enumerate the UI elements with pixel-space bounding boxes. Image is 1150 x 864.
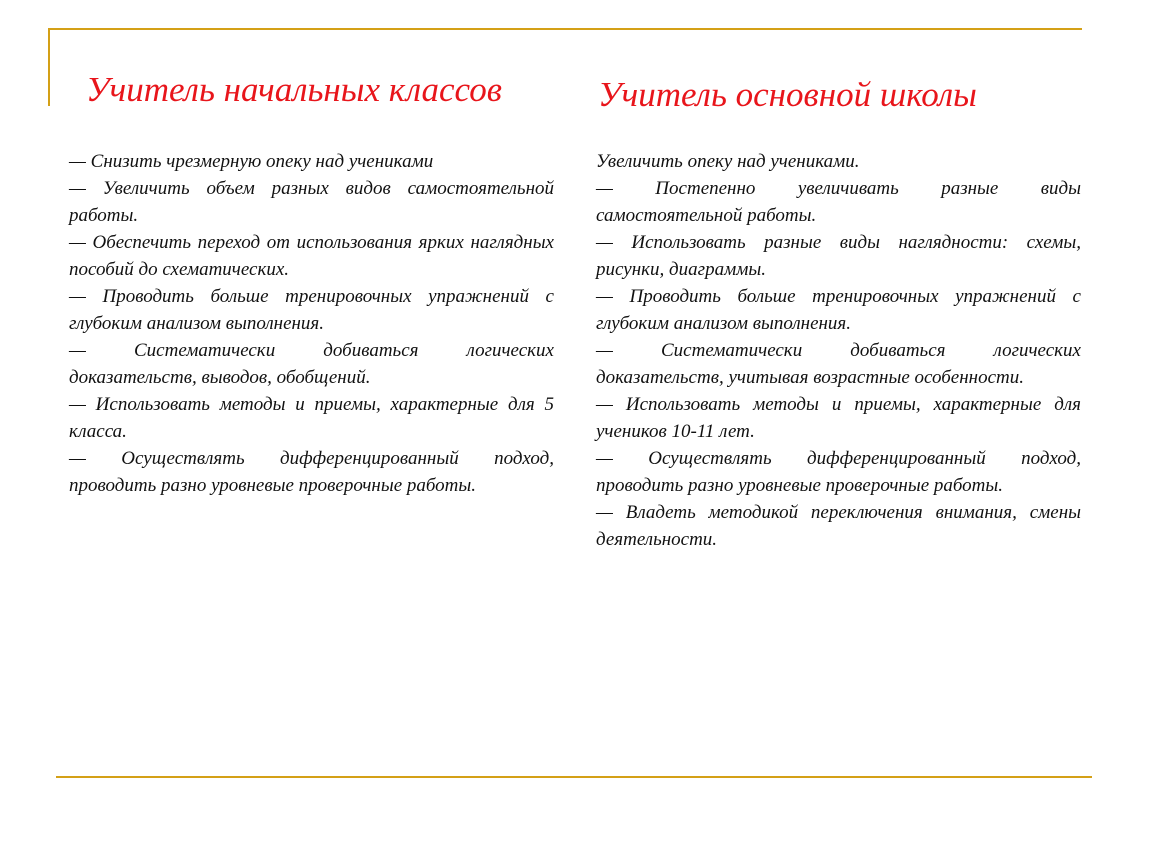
list-item: — Осуществлять дифференцированный подход, проводить разно уровневые проверочные работы. [69, 448, 554, 496]
right-column-title: Учитель основной школы [598, 75, 977, 114]
list-item: — Проводить больше тренировочных упражнений с глубоким анализом выполнения. [69, 286, 554, 334]
list-item: — Постепенно увеличивать разные виды самостоятельной работы. [596, 178, 1081, 226]
right-column-list [596, 148, 1081, 553]
frame-bottom-line [56, 776, 1092, 778]
list-item: — Использовать методы и приемы, характерные для 5 класса. [69, 394, 554, 442]
list-item: Увеличить опеку над учениками. [596, 151, 860, 172]
list-item: — Осуществлять дифференцированный подход, проводить разно уровневые проверочные работы. [596, 448, 1081, 496]
list-item: — Обеспечить переход от использования ярких наглядных пособий до схематических. [69, 232, 554, 280]
list-item: — Владеть методикой переключения внимания, смены деятельности. [596, 502, 1081, 550]
left-column-title: Учитель начальных классов [86, 70, 502, 109]
list-item: — Снизить чрезмерную опеку над учениками [69, 151, 434, 172]
list-item: — Использовать методы и приемы, характерные для учеников 10-11 лет. [596, 394, 1081, 442]
frame-top-line [48, 28, 1082, 30]
left-column-list [69, 148, 554, 499]
list-item: — Проводить больше тренировочных упражнений с глубоким анализом выполнения. [596, 286, 1081, 334]
list-item: — Систематически добиваться логических доказательств, выводов, обобщений. [69, 340, 554, 388]
frame-left-line [48, 28, 50, 106]
list-item: — Увеличить объем разных видов самостоятельной работы. [69, 178, 554, 226]
list-item: — Систематически добиваться логических доказательств, учитывая возрастные особенности. [596, 340, 1081, 388]
list-item: — Использовать разные виды наглядности: схемы, рисунки, диаграммы. [596, 232, 1081, 280]
